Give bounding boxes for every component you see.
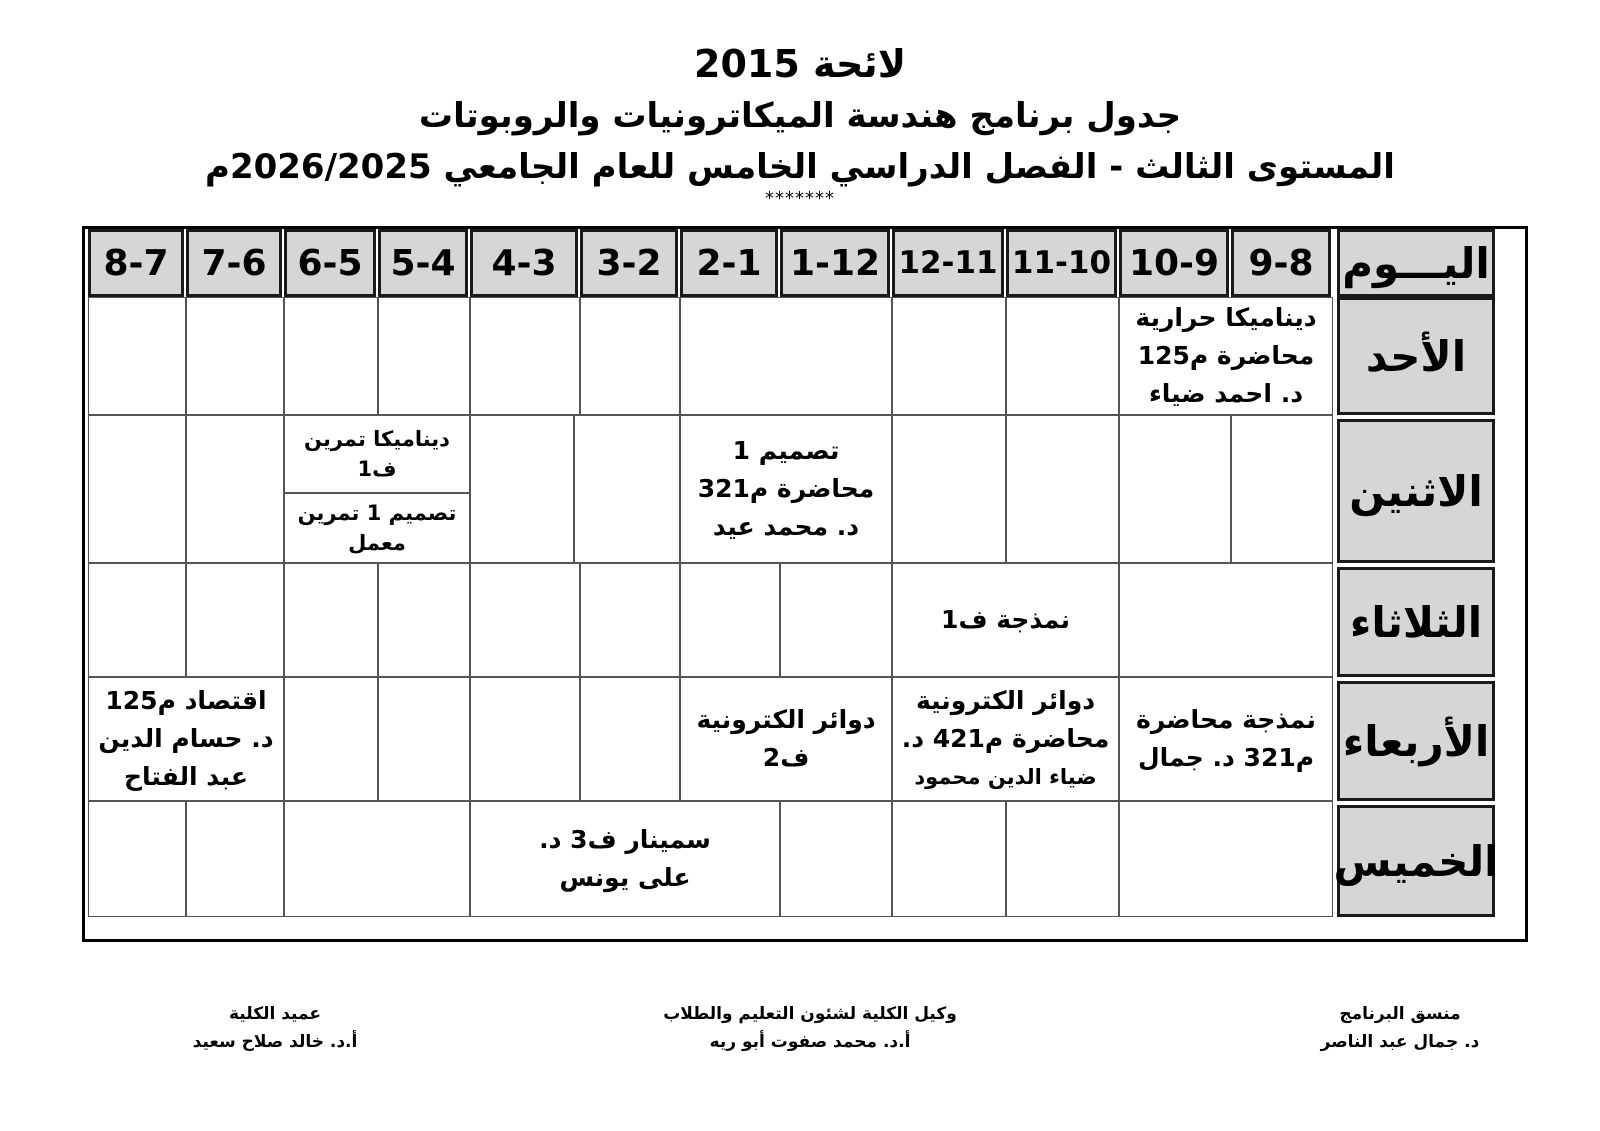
time-slot-header: 1-12 — [780, 229, 890, 297]
course-instructor: ضياء الدين محمود — [914, 765, 1097, 789]
signature-title: عميد الكلية — [229, 1004, 321, 1024]
day-column-header: اليـــوم — [1337, 229, 1495, 297]
time-slot-header: 11-10 — [1006, 229, 1117, 297]
time-slot-header: 3-2 — [580, 229, 678, 297]
signature-program-coordinator — [1270, 1000, 1530, 1056]
day-label-thursday: الخميس — [1337, 805, 1495, 917]
signature-dean — [150, 1000, 400, 1056]
time-slot-header: 2-1 — [680, 229, 778, 297]
session-monday-design-tutorial[interactable] — [284, 493, 470, 563]
empty-slot — [470, 563, 580, 677]
empty-slot — [580, 563, 680, 677]
session-wednesday-economics[interactable] — [88, 677, 284, 801]
empty-slot — [378, 297, 470, 415]
empty-slot — [1006, 415, 1119, 563]
empty-slot — [1006, 297, 1119, 415]
empty-slot — [1006, 801, 1119, 917]
course-name: تصميم 1 تمرين — [297, 501, 457, 525]
schedule-table — [82, 226, 1528, 942]
session-thursday-seminar[interactable] — [470, 801, 780, 917]
session-text — [298, 498, 457, 558]
empty-slot — [284, 563, 378, 677]
course-name: نمذجة محاضرة — [1136, 705, 1316, 734]
empty-slot — [88, 801, 186, 917]
time-slot-header: 8-7 — [88, 229, 184, 297]
course-name: ديناميكا تمرين — [304, 427, 450, 451]
level-semester-title: المستوى الثالث - الفصل الدراسي الخامس للعام الجامعي 2026/2025م — [205, 147, 1395, 187]
session-wednesday-modeling[interactable] — [1119, 677, 1333, 801]
empty-slot — [186, 297, 284, 415]
course-room: ف2 — [762, 743, 810, 772]
document-header — [0, 38, 1600, 209]
empty-slot — [580, 297, 680, 415]
session-text — [694, 432, 879, 546]
empty-slot — [1119, 563, 1333, 677]
empty-slot — [470, 415, 574, 563]
session-monday-design-1[interactable] — [680, 415, 892, 563]
session-monday-dynamics-tutorial[interactable] — [284, 415, 470, 493]
signature-vice-dean — [630, 1000, 990, 1056]
empty-slot — [284, 677, 378, 801]
program-title: جدول برنامج هندسة الميكاترونيات والروبوتات — [418, 96, 1182, 136]
signature-name: أ.د. خالد صلاح سعيد — [192, 1032, 358, 1052]
course-name: دوائر الكترونية — [696, 705, 876, 734]
course-name: ديناميكا حرارية — [1135, 303, 1317, 332]
signature-title: وكيل الكلية لشئون التعليم والطلاب — [663, 1004, 957, 1024]
time-slot-header: 9-8 — [1231, 229, 1331, 297]
day-label-sunday: الأحد — [1337, 297, 1495, 415]
time-slot-header: 5-4 — [378, 229, 468, 297]
session-tuesday-modeling[interactable] — [892, 563, 1119, 677]
day-label-monday: الاثنين — [1337, 419, 1495, 563]
time-slot-header: 12-11 — [892, 229, 1004, 297]
course-name: دوائر الكترونية — [915, 686, 1096, 715]
course-room: معمل — [348, 531, 406, 555]
empty-slot — [470, 677, 580, 801]
empty-slot — [892, 415, 1006, 563]
empty-slot — [88, 415, 186, 563]
course-room: م321 د. جمال — [1137, 743, 1315, 772]
session-text — [1132, 701, 1320, 777]
course-name: سمينار ف3 د. — [539, 825, 711, 854]
course-room: محاضرة م421 د. — [901, 724, 1110, 753]
empty-slot — [1119, 801, 1333, 917]
empty-slot — [680, 563, 780, 677]
session-wednesday-circuits-tutorial[interactable] — [680, 677, 892, 801]
empty-slot — [284, 297, 378, 415]
signature-name: أ.د. محمد صفوت أبو ريه — [709, 1032, 911, 1052]
day-label-tuesday: الثلاثاء — [1337, 567, 1495, 677]
course-instructor: د. احمد ضياء — [1148, 379, 1304, 408]
time-slot-header: 7-6 — [186, 229, 282, 297]
empty-slot — [186, 415, 284, 563]
course-name: تصميم 1 — [732, 436, 840, 465]
session-sunday-thermodynamics[interactable] — [1119, 297, 1333, 415]
empty-slot — [892, 297, 1006, 415]
empty-slot — [378, 563, 470, 677]
time-slot-header: 4-3 — [470, 229, 578, 297]
regulation-title: لائحة 2015 — [694, 42, 906, 86]
session-text — [94, 682, 277, 796]
course-instructor-surname: عبد الفتاح — [124, 762, 248, 791]
session-text — [304, 424, 450, 484]
signature-title: منسق البرنامج — [1339, 1004, 1461, 1024]
empty-slot — [580, 677, 680, 801]
empty-slot — [892, 801, 1006, 917]
session-text — [937, 601, 1074, 639]
time-slot-header: 10-9 — [1119, 229, 1229, 297]
empty-slot — [284, 801, 470, 917]
empty-slot — [88, 297, 186, 415]
time-slot-header: 6-5 — [284, 229, 376, 297]
course-room: محاضرة م125 — [1137, 341, 1315, 370]
signature-name: د. جمال عبد الناصر — [1320, 1032, 1480, 1052]
empty-slot — [378, 677, 470, 801]
empty-slot — [780, 563, 892, 677]
empty-slot — [1119, 415, 1231, 563]
course-instructor: د. حسام الدين — [98, 724, 274, 753]
session-text — [692, 701, 879, 777]
session-text — [1131, 299, 1320, 413]
empty-slot — [88, 563, 186, 677]
session-wednesday-circuits-lecture[interactable] — [892, 677, 1119, 801]
course-name: اقتصاد م125 — [105, 686, 267, 715]
session-text — [535, 821, 715, 897]
empty-slot — [186, 563, 284, 677]
empty-slot — [680, 297, 892, 415]
session-text — [898, 682, 1114, 796]
course-instructor: د. محمد عيد — [712, 512, 860, 541]
course-instructor: على يونس — [559, 863, 691, 892]
empty-slot — [574, 415, 680, 563]
separator-stars: ******* — [765, 188, 835, 209]
course-name: نمذجة ف1 — [941, 605, 1070, 634]
empty-slot — [470, 297, 580, 415]
empty-slot — [186, 801, 284, 917]
empty-slot — [780, 801, 892, 917]
empty-slot — [1231, 415, 1333, 563]
course-room: ف1 — [357, 457, 397, 481]
day-label-wednesday: الأربعاء — [1337, 681, 1495, 801]
course-room: محاضرة م321 — [697, 474, 875, 503]
